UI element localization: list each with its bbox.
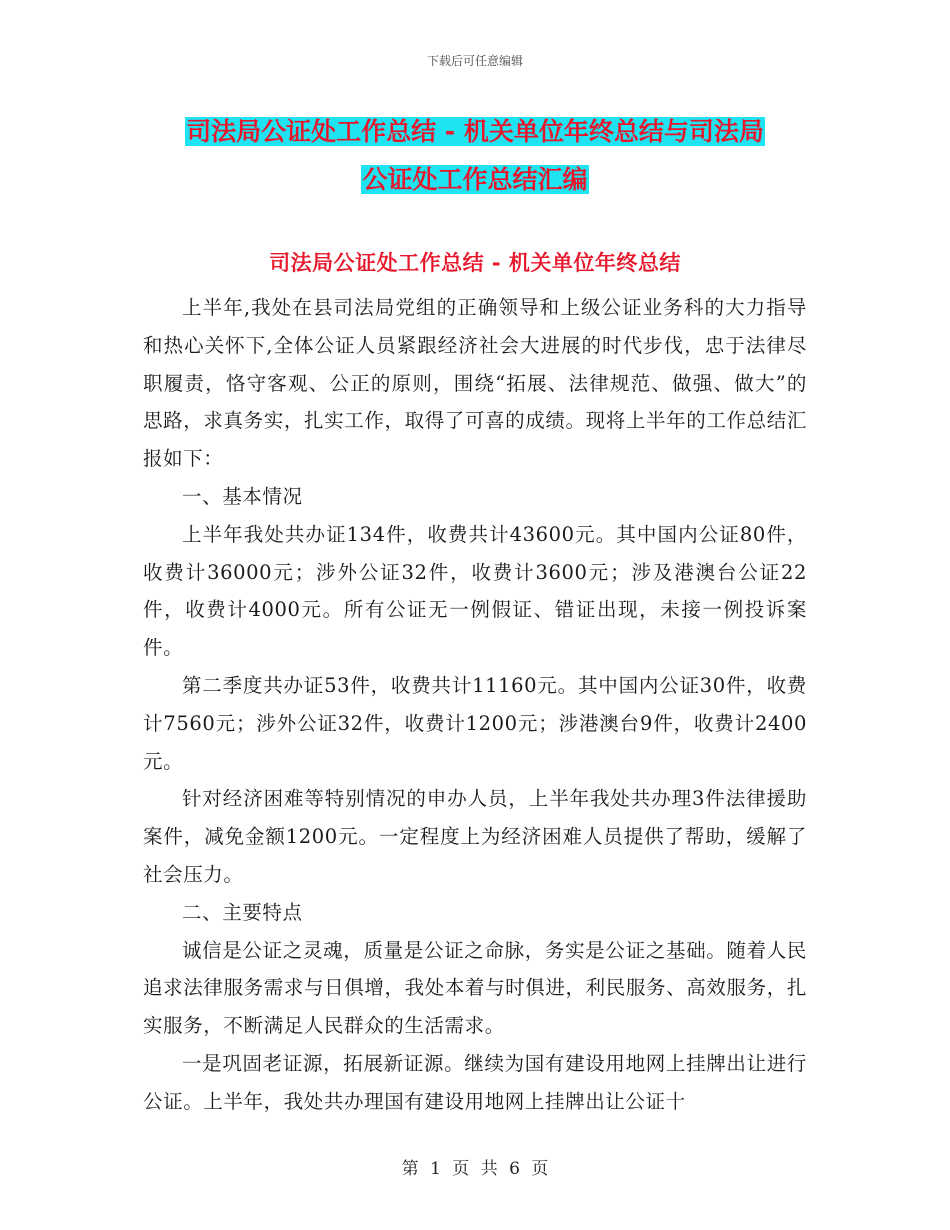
document-title-line-1: 司法局公证处工作总结 - 机关单位年终总结与司法局 <box>186 117 764 146</box>
document-title-line-2: 公证处工作总结汇编 <box>362 165 588 194</box>
paragraph: 上半年,我处在县司法局党组的正确领导和上级公证业务科的大力指导和热心关怀下,全体公证人员紧跟经济社会大进展的时代步伐，忠于法律尽职履责，恪守客观、公正的原则，围绕“拓展、法律规范、做强、做大”的思路，求真务实，扎实工作，取得了可喜的成绩。现将上半年的工作总结汇报如下： <box>143 296 807 471</box>
section-heading-basic-situation: 一、基本情况 <box>182 484 303 508</box>
header-note: 下载后可任意编辑 <box>426 54 523 68</box>
page-number: 第 1 页 共 6 页 <box>401 1159 549 1179</box>
paragraph: 诚信是公证之灵魂，质量是公证之命脉，务实是公证之基础。随着人民追求法律服务需求与日俱增，我处本着与时俱进，利民服务、高效服务，扎实服务，不断满足人民群众的生活需求。 <box>143 938 807 1038</box>
document-body <box>143 289 807 1121</box>
section-title: 司法局公证处工作总结 - 机关单位年终总结 <box>269 251 681 275</box>
paragraph: 上半年我处共办证134件，收费共计43600元。其中国内公证80件，收费计36000元；涉外公证32件，收费计3600元；涉及港澳台公证22件，收费计4000元。所有公证无一例假证、错证出现，未接一例投诉案件。 <box>143 522 807 660</box>
document-title <box>140 108 810 204</box>
section-heading-main-features: 二、主要特点 <box>182 900 303 924</box>
paragraph: 第二季度共办证53件，收费共计11160元。其中国内公证30件，收费计7560元；涉外公证32件，收费计1200元；涉港澳台9件，收费计2400元。 <box>143 673 807 773</box>
paragraph: 针对经济困难等特别情况的申办人员，上半年我处共办理3件法律援助案件，减免金额1200元。一定程度上为经济困难人员提供了帮助，缓解了社会压力。 <box>143 787 807 886</box>
paragraph: 一是巩固老证源，拓展新证源。继续为国有建设用地网上挂牌出让进行公证。上半年，我处共办理国有建设用地网上挂牌出让公证十 <box>143 1051 807 1113</box>
